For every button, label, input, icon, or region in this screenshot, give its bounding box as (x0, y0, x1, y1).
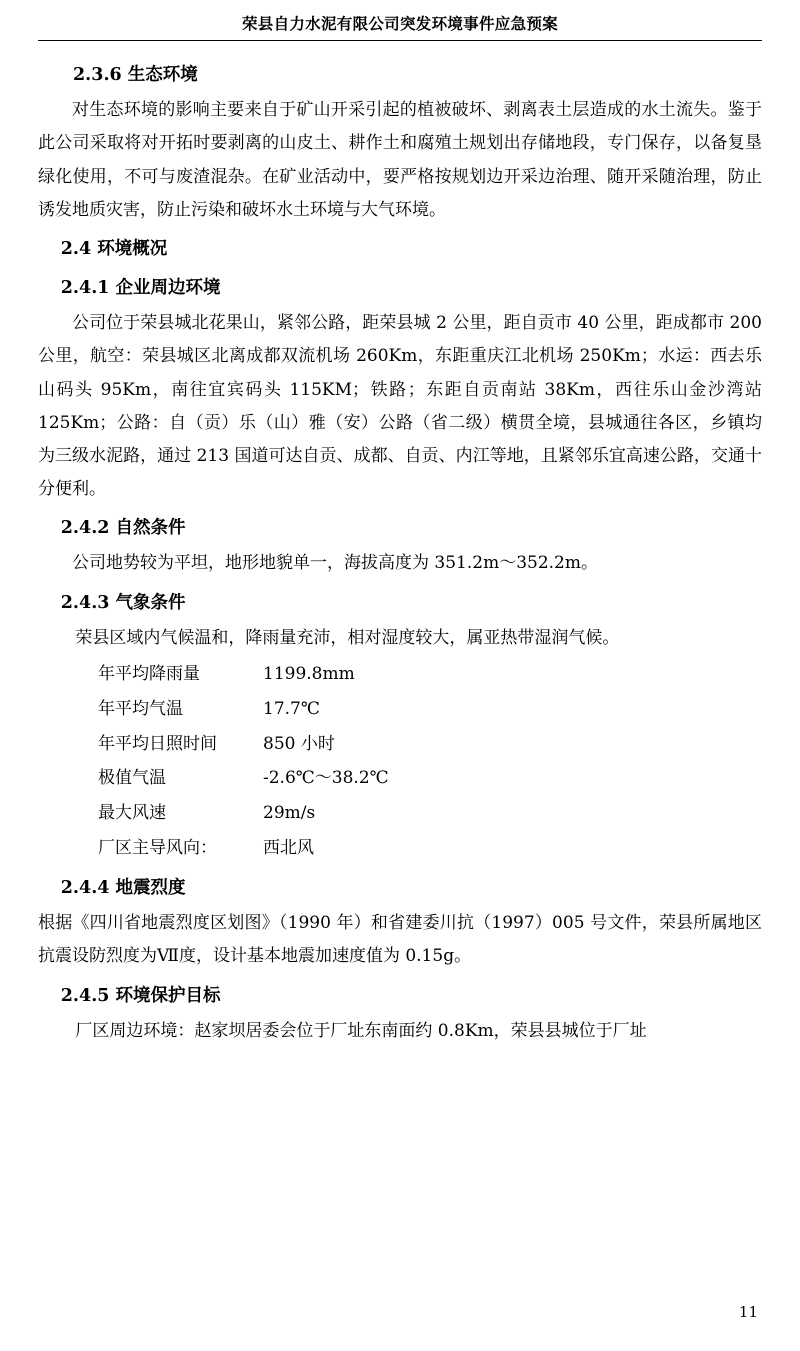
heading-2-3-6: 2.3.6 生态环境 (73, 65, 198, 85)
climate-value: 1199.8mm (263, 663, 355, 684)
climate-value: 17.7℃ (263, 698, 320, 719)
header-divider (38, 40, 762, 41)
list-item (38, 761, 762, 796)
paragraph-2-4-1: 公司位于荣县城北花果山，紧邻公路，距荣县城 2 公里，距自贡市 40 公里，距成都市 200 公里，航空：荣县城区北离成都双流机场 260Km，东距重庆江北机场 250Km；水运：西去乐山码头 95Km，南往宜宾码头 115KM；铁路；东距自贡南站 38Km，西往乐山金沙湾站 125Km；公路：自（贡）乐（山）雅（安）公路（省二级）横贯全境，县城通往各区，乡镇均为三级水泥路，通过 213 国道可达自贡、成都、自贡、内江等地，且紧邻乐宜高速公路，交通十分便利。 (38, 313, 762, 500)
climate-label: 年平均气温 (98, 698, 183, 719)
page-number: 11 (738, 1303, 758, 1321)
paragraph-2-4-2: 公司地势较为平坦，地形地貌单一，海拔高度为 351.2m～352.2m。 (72, 553, 598, 574)
list-item (38, 727, 762, 762)
climate-label: 极值气温 (98, 768, 166, 789)
heading-2-4-3: 2.4.3 气象条件 (60, 592, 186, 613)
list-item (38, 657, 762, 692)
document-body (38, 59, 762, 1048)
heading-2-4-4: 2.4.4 地震烈度 (60, 878, 186, 898)
climate-value: 西北风 (263, 838, 314, 859)
heading-2-4-5: 2.4.5 环境保护目标 (60, 985, 221, 1006)
heading-2-4: 2.4 环境概况 (60, 238, 168, 259)
paragraph-2-4-5: 厂区周边环境：赵家坝居委会位于厂址东南面约 0.8Km，荣县县城位于厂址 (75, 1020, 647, 1041)
climate-value: -2.6℃～38.2℃ (263, 768, 389, 789)
heading-2-4-2: 2.4.2 自然条件 (60, 518, 186, 539)
paragraph-2-4-3: 荣县区域内气候温和，降雨量充沛，相对湿度较大，属亚热带湿润气候。 (75, 627, 620, 648)
climate-label: 年平均降雨量 (98, 663, 200, 684)
climate-value: 850 小时 (263, 733, 335, 754)
paragraph-2-4-4: 根据《四川省地震烈度区划图》（1990 年）和省建委川抗（1997）005 号文件，荣县所属地区抗震设防烈度为Ⅶ度，设计基本地震加速度值为 0.15g。 (38, 913, 762, 967)
climate-label: 年平均日照时间 (98, 733, 217, 754)
climate-label: 最大风速 (98, 803, 166, 824)
climate-data-list (38, 657, 762, 866)
list-item (38, 796, 762, 831)
climate-value: 29m/s (263, 803, 316, 824)
heading-2-4-1: 2.4.1 企业周边环境 (60, 278, 221, 299)
list-item (38, 692, 762, 727)
paragraph-2-3-6: 对生态环境的影响主要来自于矿山开采引起的植被破坏、剥离表土层造成的水土流失。鉴于此公司采取将对开拓时要剥离的山皮土、耕作土和腐殖土规划出存储地段，专门保存，以备复垦绿化使用，不可与废渣混杂。在矿业活动中，要严格按规划边开采边治理、随开采随治理，防止诱发地质灾害，防止污染和破坏水土环境与大气环境。 (38, 100, 762, 220)
climate-label: 厂区主导风向： (98, 838, 217, 859)
list-item (38, 831, 762, 866)
page-header-title: 荣县自力水泥有限公司突发环境事件应急预案 (241, 14, 558, 33)
